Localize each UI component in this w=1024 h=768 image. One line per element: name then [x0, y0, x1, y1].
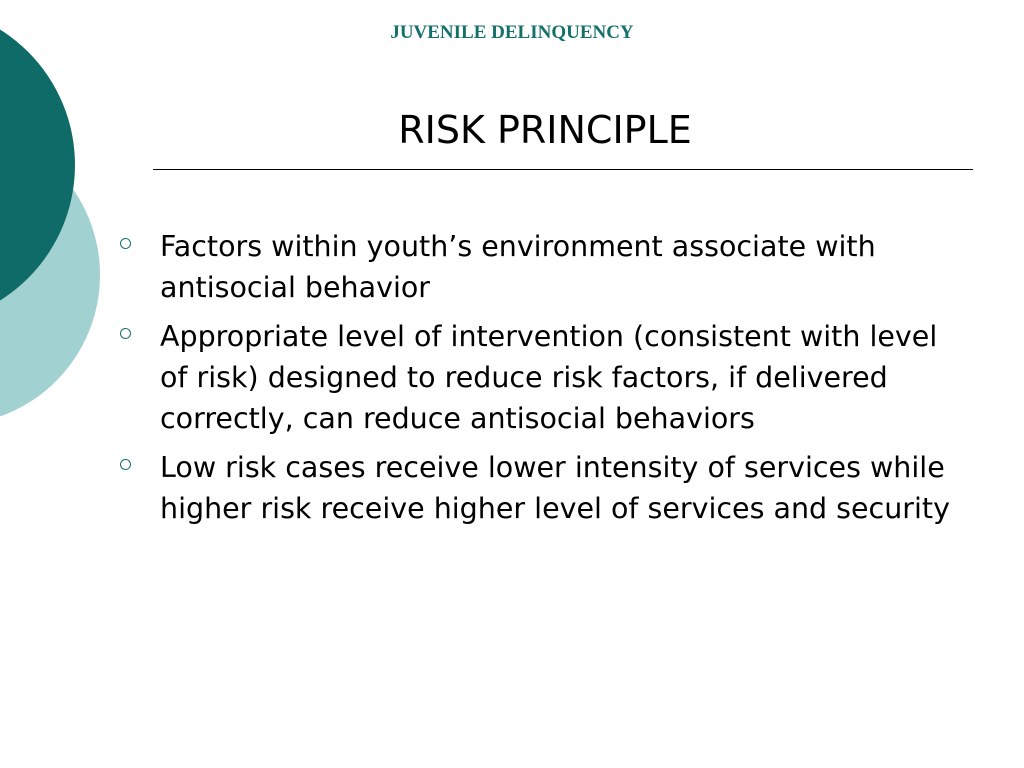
bullet-item: [120, 316, 950, 439]
slide-title: RISK PRINCIPLE: [398, 108, 692, 152]
bullet-item: [120, 226, 950, 308]
bullet-text: Factors within youth’s environment associate with antisocial behavior: [160, 230, 876, 304]
bullet-item: [120, 447, 950, 529]
bullet-text: Low risk cases receive lower intensity of services while higher risk receive higher level of services and security: [160, 451, 950, 525]
hollow-circle-icon: [120, 238, 131, 249]
hollow-circle-icon: [120, 328, 131, 339]
hollow-circle-icon: [120, 459, 131, 470]
bullet-list: [120, 226, 950, 537]
bullet-text: Appropriate level of intervention (consistent with level of risk) designed to reduce risk factors, if delivered correctly, can reduce antisocial behaviors: [160, 320, 938, 435]
presentation-header: JUVENILE DELINQUENCY: [390, 22, 634, 43]
title-divider: [153, 169, 973, 170]
